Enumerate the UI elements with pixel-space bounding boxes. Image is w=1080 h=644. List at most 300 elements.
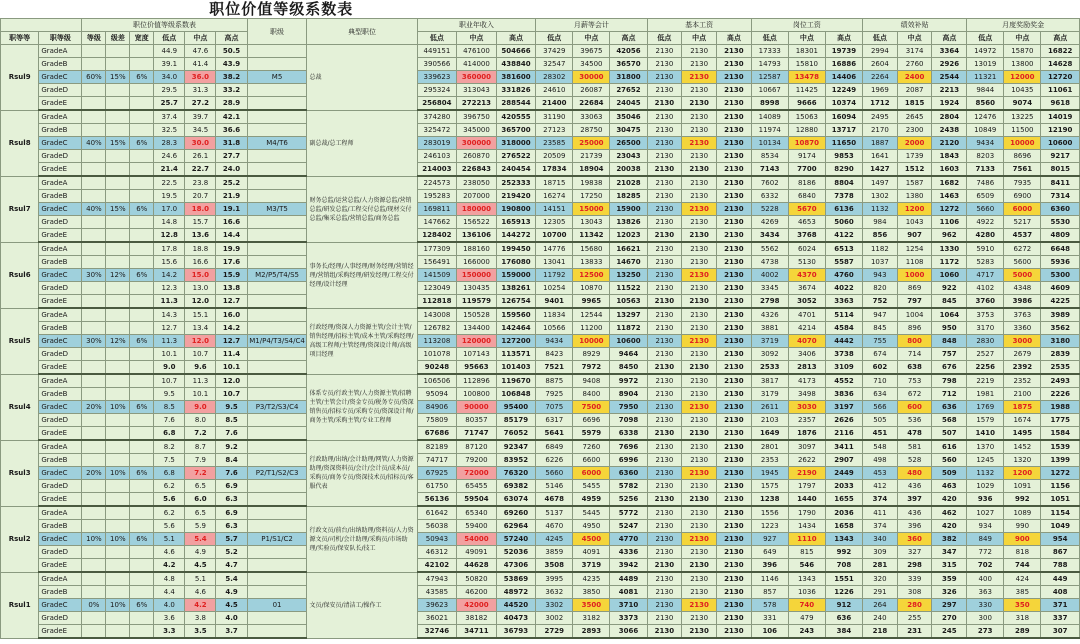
salary-cell: 2130 — [682, 467, 717, 480]
salary-cell: 8875 — [536, 374, 573, 388]
grade-label: GradeD — [39, 612, 82, 625]
pct-cell-empty — [82, 586, 106, 599]
pct-cell-empty — [106, 84, 130, 97]
salary-cell: 120000 — [457, 335, 497, 348]
salary-cell: 1343 — [788, 572, 825, 586]
salary-cell: 2130 — [716, 256, 751, 269]
coef-cell: 6.8 — [154, 427, 185, 441]
salary-cell: 90000 — [457, 401, 497, 414]
salary-cell: 1027 — [967, 506, 1004, 520]
salary-cell: 177309 — [417, 242, 457, 256]
pct-cell-empty — [82, 97, 106, 111]
page-title: 职位价值等级系数表 — [106, 0, 457, 19]
salary-cell: 26087 — [573, 84, 610, 97]
salary-cell: 14628 — [1041, 58, 1080, 71]
salary-cell: 11792 — [536, 269, 573, 282]
salary-cell: 396 — [751, 559, 788, 573]
coef-cell: 11.4 — [216, 348, 247, 361]
salary-cell: 1302 — [863, 190, 898, 203]
salary-cell: 13250 — [610, 269, 647, 282]
coef-cell: 33.2 — [216, 84, 247, 97]
salary-cell: 5445 — [573, 506, 610, 520]
salary-cell: 6849 — [536, 440, 573, 454]
salary-cell: 6840 — [788, 190, 825, 203]
salary-cell: 8998 — [751, 97, 788, 111]
salary-cell: 15000 — [573, 203, 610, 216]
salary-cell: 2130 — [682, 427, 717, 441]
salary-cell: 46200 — [457, 586, 497, 599]
salary-cell: 400 — [967, 572, 1004, 586]
salary-cell: 1427 — [863, 163, 898, 177]
salary-cell: 2544 — [932, 71, 967, 84]
salary-cell: 6648 — [1041, 242, 1080, 256]
salary-cell: 2352 — [1004, 374, 1041, 388]
level-code: P2/T1/S2/C3 — [247, 467, 307, 480]
grade-label: GradeA — [39, 506, 82, 520]
salary-cell: 2130 — [647, 533, 682, 546]
pct-cell-empty — [82, 45, 106, 58]
salary-cell: 2804 — [932, 110, 967, 124]
salary-cell: 4489 — [610, 572, 647, 586]
coef-cell: 4.2 — [185, 599, 216, 612]
pct-cell-empty — [82, 506, 106, 520]
salary-cell: 14972 — [967, 45, 1004, 58]
salary-cell: 5660 — [536, 467, 573, 480]
salary-cell: 3406 — [788, 348, 825, 361]
salary-cell: 347 — [932, 546, 967, 559]
salary-cell: 52036 — [496, 546, 536, 559]
coef-cell: 11.3 — [154, 295, 185, 309]
salary-cell: 2130 — [682, 110, 717, 124]
salary-cell: 3674 — [788, 282, 825, 295]
pct-cell-empty — [106, 190, 130, 203]
pct-cell-empty — [130, 493, 154, 507]
salary-cell: 6024 — [788, 242, 825, 256]
coef-cell: 8.4 — [216, 454, 247, 467]
coef-cell: 34.0 — [154, 71, 185, 84]
salary-cell: 142464 — [496, 322, 536, 335]
col-header-point: 高点 — [716, 32, 751, 45]
salary-cell: 9965 — [573, 295, 610, 309]
grade-label: GradeC — [39, 533, 82, 546]
salary-cell: 1876 — [788, 427, 825, 441]
salary-cell: 238050 — [457, 176, 497, 190]
salary-cell: 76052 — [496, 427, 536, 441]
salary-cell: 4653 — [788, 216, 825, 229]
coef-cell: 31.8 — [216, 137, 247, 150]
salary-cell: 7314 — [1041, 190, 1080, 203]
salary-cell: 14670 — [610, 256, 647, 269]
salary-cell: 8534 — [751, 150, 788, 163]
salary-cell: 327 — [897, 546, 932, 559]
pct-cell-empty — [130, 84, 154, 97]
pct-cell-empty — [106, 520, 130, 533]
salary-cell: 8400 — [573, 388, 610, 401]
salary-cell: 7696 — [610, 440, 647, 454]
grade-label: GradeA — [39, 440, 82, 454]
coef-cell: 6.5 — [185, 506, 216, 520]
coef-cell: 12.0 — [185, 295, 216, 309]
salary-cell: 13225 — [1004, 110, 1041, 124]
pct-cell-empty — [130, 427, 154, 441]
salary-group-header: 岗位工资 — [751, 19, 862, 32]
salary-cell: 1551 — [825, 572, 862, 586]
salary-cell: 340 — [863, 533, 898, 546]
salary-cell: 2353 — [751, 454, 788, 467]
pct-cell-empty — [106, 427, 130, 441]
coef-cell: 5.9 — [185, 520, 216, 533]
salary-cell: 92347 — [496, 440, 536, 454]
salary-cell: 39675 — [573, 45, 610, 58]
salary-cell: 4670 — [536, 520, 573, 533]
salary-cell: 13717 — [825, 124, 862, 137]
pct-cell: 0% — [82, 599, 106, 612]
table-row — [1, 45, 1080, 58]
table-row — [1, 546, 1080, 559]
coef-cell: 5.4 — [185, 533, 216, 546]
salary-cell: 5910 — [967, 242, 1004, 256]
salary-cell: 4922 — [967, 216, 1004, 229]
salary-cell: 436 — [897, 480, 932, 493]
salary-cell: 2130 — [716, 533, 751, 546]
salary-cell: 2130 — [682, 137, 717, 150]
salary-cell: 896 — [897, 322, 932, 335]
salary-cell: 11200 — [573, 322, 610, 335]
salary-cell: 9844 — [967, 84, 1004, 97]
salary-cell: 2130 — [647, 348, 682, 361]
salary-cell: 15870 — [1004, 45, 1041, 58]
salary-cell: 2100 — [1004, 388, 1041, 401]
pct-cell: 20% — [82, 401, 106, 414]
salary-cell: 100800 — [457, 388, 497, 401]
grade-label: GradeC — [39, 137, 82, 150]
salary-cell: 2130 — [716, 388, 751, 401]
salary-cell: 21028 — [610, 176, 647, 190]
salary-cell: 2130 — [682, 546, 717, 559]
salary-cell: 2130 — [647, 374, 682, 388]
salary-cell: 478 — [897, 427, 932, 441]
table-row — [1, 322, 1080, 335]
pct-cell-empty — [130, 414, 154, 427]
col-header-p-low: 低点 — [154, 32, 185, 45]
salary-cell: 2033 — [825, 480, 862, 493]
salary-cell: 950 — [932, 322, 967, 335]
salary-cell: 288544 — [496, 97, 536, 111]
salary-cell: 1649 — [751, 427, 788, 441]
salary-cell: 36021 — [417, 612, 457, 625]
salary-cell: 5137 — [536, 506, 573, 520]
salary-cell: 560 — [932, 454, 967, 467]
salary-cell: 2130 — [647, 282, 682, 295]
salary-cell: 2130 — [647, 137, 682, 150]
header-group-coef: 职位价值等级系数表 — [82, 19, 247, 32]
salary-cell: 6136 — [825, 203, 862, 216]
salary-cell: 1790 — [788, 506, 825, 520]
level-code-empty — [247, 242, 307, 256]
coef-cell: 4.7 — [216, 559, 247, 573]
salary-cell: 2130 — [716, 599, 751, 612]
coef-cell: 7.2 — [185, 467, 216, 480]
salary-cell: 869 — [897, 282, 932, 295]
salary-cell: 992 — [1004, 493, 1041, 507]
coef-cell: 10.1 — [154, 348, 185, 361]
coef-cell: 9.0 — [185, 401, 216, 414]
grade-label: GradeA — [39, 110, 82, 124]
salary-cell: 2130 — [682, 322, 717, 335]
salary-cell: 23585 — [536, 137, 573, 150]
salary-cell: 2130 — [682, 295, 717, 309]
pct-cell: 6% — [130, 71, 154, 84]
pct-cell-empty — [82, 374, 106, 388]
salary-cell: 231 — [897, 625, 932, 639]
salary-cell: 2130 — [682, 586, 717, 599]
salary-cell: 2760 — [897, 58, 932, 71]
salary-cell: 18904 — [573, 163, 610, 177]
salary-cell: 8450 — [610, 361, 647, 375]
coef-cell: 7.6 — [154, 414, 185, 427]
pct-cell: 6% — [130, 533, 154, 546]
salary-cell: 412 — [863, 480, 898, 493]
pct-cell-empty — [130, 176, 154, 190]
coef-cell: 18.0 — [185, 203, 216, 216]
salary-cell: 123049 — [417, 282, 457, 295]
salary-cell: 67925 — [417, 467, 457, 480]
coef-cell: 6.9 — [216, 506, 247, 520]
salary-cell: 308 — [897, 586, 932, 599]
coef-cell: 3.7 — [216, 625, 247, 639]
coef-cell: 27.7 — [216, 150, 247, 163]
coef-cell: 3.6 — [154, 612, 185, 625]
pct-cell-empty — [106, 506, 130, 520]
table-row — [1, 203, 1080, 216]
pct-cell-empty — [106, 163, 130, 177]
pct-cell-empty — [130, 216, 154, 229]
salary-cell: 2130 — [716, 506, 751, 520]
salary-cell: 2130 — [716, 295, 751, 309]
level-code-empty — [247, 45, 307, 58]
salary-cell: 5247 — [610, 520, 647, 533]
pct-cell-empty — [106, 374, 130, 388]
pct-cell-empty — [106, 256, 130, 269]
salary-cell: 300 — [967, 612, 1004, 625]
salary-cell: 1272 — [932, 203, 967, 216]
salary-cell: 992 — [825, 546, 862, 559]
coef-cell: 38.2 — [216, 71, 247, 84]
salary-cell: 10000 — [573, 335, 610, 348]
salary-cell: 2130 — [682, 533, 717, 546]
table-row — [1, 71, 1080, 84]
salary-cell: 5979 — [573, 427, 610, 441]
salary-cell: 2729 — [536, 625, 573, 639]
salary-cell: 4717 — [967, 269, 1004, 282]
salary-cell: 2130 — [716, 467, 751, 480]
salary-cell: 1049 — [1041, 520, 1080, 533]
salary-cell: 2130 — [716, 374, 751, 388]
salary-cell: 4678 — [536, 493, 573, 507]
salary-cell: 1843 — [932, 150, 967, 163]
salary-cell: 2130 — [682, 150, 717, 163]
coef-cell: 25.2 — [216, 176, 247, 190]
grade-label: GradeE — [39, 295, 82, 309]
level-code-empty — [247, 559, 307, 573]
salary-cell: 5217 — [1004, 216, 1041, 229]
salary-cell: 2130 — [716, 269, 751, 282]
salary-cell: 1495 — [1004, 427, 1041, 441]
table-row — [1, 295, 1080, 309]
pct-cell-empty — [82, 308, 106, 322]
coef-cell: 5.4 — [216, 572, 247, 586]
salary-cell: 2645 — [897, 110, 932, 124]
table-row — [1, 190, 1080, 203]
salary-cell: 126782 — [417, 322, 457, 335]
coef-cell: 23.8 — [185, 176, 216, 190]
salary-cell: 1969 — [863, 84, 898, 97]
salary-cell: 13297 — [610, 308, 647, 322]
salary-cell: 14793 — [751, 58, 788, 71]
salary-cell: 255 — [897, 612, 932, 625]
coef-cell: 6.0 — [185, 493, 216, 507]
salary-cell: 2130 — [716, 612, 751, 625]
salary-cell: 800 — [897, 335, 932, 348]
salary-cell: 5641 — [536, 427, 573, 441]
table-row — [1, 467, 1080, 480]
level-code-empty — [247, 282, 307, 295]
salary-cell: 2130 — [647, 480, 682, 493]
salary-cell: 345000 — [457, 124, 497, 137]
salary-cell: 2130 — [682, 388, 717, 401]
salary-cell: 1641 — [863, 150, 898, 163]
level-code-empty — [247, 520, 307, 533]
coef-cell: 17.6 — [216, 256, 247, 269]
coef-cell: 28.9 — [216, 97, 247, 111]
pct-cell-empty — [106, 110, 130, 124]
salary-cell: 755 — [863, 335, 898, 348]
salary-cell: 424 — [1004, 572, 1041, 586]
salary-cell: 1154 — [1041, 506, 1080, 520]
table-row — [1, 559, 1080, 573]
salary-cell: 4081 — [610, 586, 647, 599]
salary-cell: 649 — [751, 546, 788, 559]
salary-cell: 226843 — [457, 163, 497, 177]
salary-cell: 1434 — [788, 520, 825, 533]
salary-cell: 320 — [863, 572, 898, 586]
coef-cell: 8.2 — [154, 440, 185, 454]
coef-cell: 15.9 — [216, 269, 247, 282]
salary-cell: 2130 — [716, 520, 751, 533]
col-header-point: 高点 — [610, 32, 647, 45]
salary-cell: 3850 — [573, 586, 610, 599]
salary-cell: 289 — [1004, 625, 1041, 639]
coef-cell: 44.9 — [154, 45, 185, 58]
salary-cell: 710 — [863, 374, 898, 388]
coef-cell: 50.5 — [216, 45, 247, 58]
grade-label: GradeA — [39, 572, 82, 586]
salary-cell: 4326 — [751, 308, 788, 322]
salary-cell: 13800 — [1004, 58, 1041, 71]
grade-label: GradeC — [39, 203, 82, 216]
salary-cell: 67686 — [417, 427, 457, 441]
salary-cell: 6317 — [536, 414, 573, 427]
coef-cell: 6.9 — [216, 480, 247, 493]
salary-cell: 411 — [863, 506, 898, 520]
salary-cell: 2256 — [967, 361, 1004, 375]
salary-cell: 2130 — [716, 176, 751, 190]
salary-cell: 2130 — [716, 427, 751, 441]
table-row — [1, 84, 1080, 97]
coef-cell: 10.1 — [216, 361, 247, 375]
salary-cell: 65340 — [457, 506, 497, 520]
pct-cell-empty — [106, 480, 130, 493]
coef-cell: 29.5 — [154, 84, 185, 97]
pct-cell-empty — [82, 242, 106, 256]
salary-cell: 4022 — [825, 282, 862, 295]
pct-cell: 6% — [130, 137, 154, 150]
col-header-point: 高点 — [496, 32, 536, 45]
salary-cell: 2130 — [647, 242, 682, 256]
salary-cell: 12305 — [536, 216, 573, 229]
salary-cell: 106 — [751, 625, 788, 639]
coef-cell: 47.6 — [185, 45, 216, 58]
salary-cell: 6513 — [825, 242, 862, 256]
level-code-empty — [247, 586, 307, 599]
salary-cell: 13833 — [573, 256, 610, 269]
salary-cell: 10667 — [751, 84, 788, 97]
salary-cell: 4235 — [573, 572, 610, 586]
pct-cell-empty — [130, 163, 154, 177]
table-row — [1, 572, 1080, 586]
salary-cell: 2130 — [647, 229, 682, 243]
table-row — [1, 361, 1080, 375]
salary-group-header: 月度奖励奖金 — [967, 19, 1080, 32]
salary-cell: 7700 — [788, 163, 825, 177]
salary-cell: 507 — [932, 427, 967, 441]
coef-cell: 24.0 — [216, 163, 247, 177]
salary-cell: 270 — [932, 612, 967, 625]
salary-cell: 2130 — [647, 216, 682, 229]
coef-cell: 14.2 — [216, 322, 247, 335]
col-header-point: 低点 — [751, 32, 788, 45]
table-row — [1, 216, 1080, 229]
salary-cell: 7972 — [573, 361, 610, 375]
salary-cell: 17834 — [536, 163, 573, 177]
typical-positions: 行政经理/资深人力资源主管/会计主管/销售经理/招标主管/成本主管/采购经理/高级工程师/主管经理/资深设计师/高级项目经理 — [307, 308, 417, 374]
table-row — [1, 137, 1080, 150]
coef-cell: 10.7 — [154, 374, 185, 388]
salary-cell: 2893 — [573, 625, 610, 639]
coef-cell: 9.6 — [185, 361, 216, 375]
salary-cell: 69382 — [496, 480, 536, 493]
header-blank — [1, 19, 82, 32]
table-row — [1, 348, 1080, 361]
pct-cell-empty — [106, 216, 130, 229]
level-code-empty — [247, 348, 307, 361]
salary-cell: 4070 — [788, 335, 825, 348]
salary-cell: 7935 — [1004, 176, 1041, 190]
salary-cell: 3986 — [1004, 295, 1041, 309]
salary-cell: 14776 — [536, 242, 573, 256]
salary-cell: 857 — [751, 586, 788, 599]
grade-label: GradeD — [39, 414, 82, 427]
salary-cell: 3066 — [610, 625, 647, 639]
salary-cell: 5670 — [788, 203, 825, 216]
salary-cell: 2130 — [682, 256, 717, 269]
salary-cell: 295324 — [417, 84, 457, 97]
salary-cell: 2130 — [716, 625, 751, 639]
salary-cell: 13041 — [536, 256, 573, 269]
pct-cell-empty — [130, 150, 154, 163]
salary-cell: 50820 — [457, 572, 497, 586]
coef-cell: 14.3 — [154, 308, 185, 322]
